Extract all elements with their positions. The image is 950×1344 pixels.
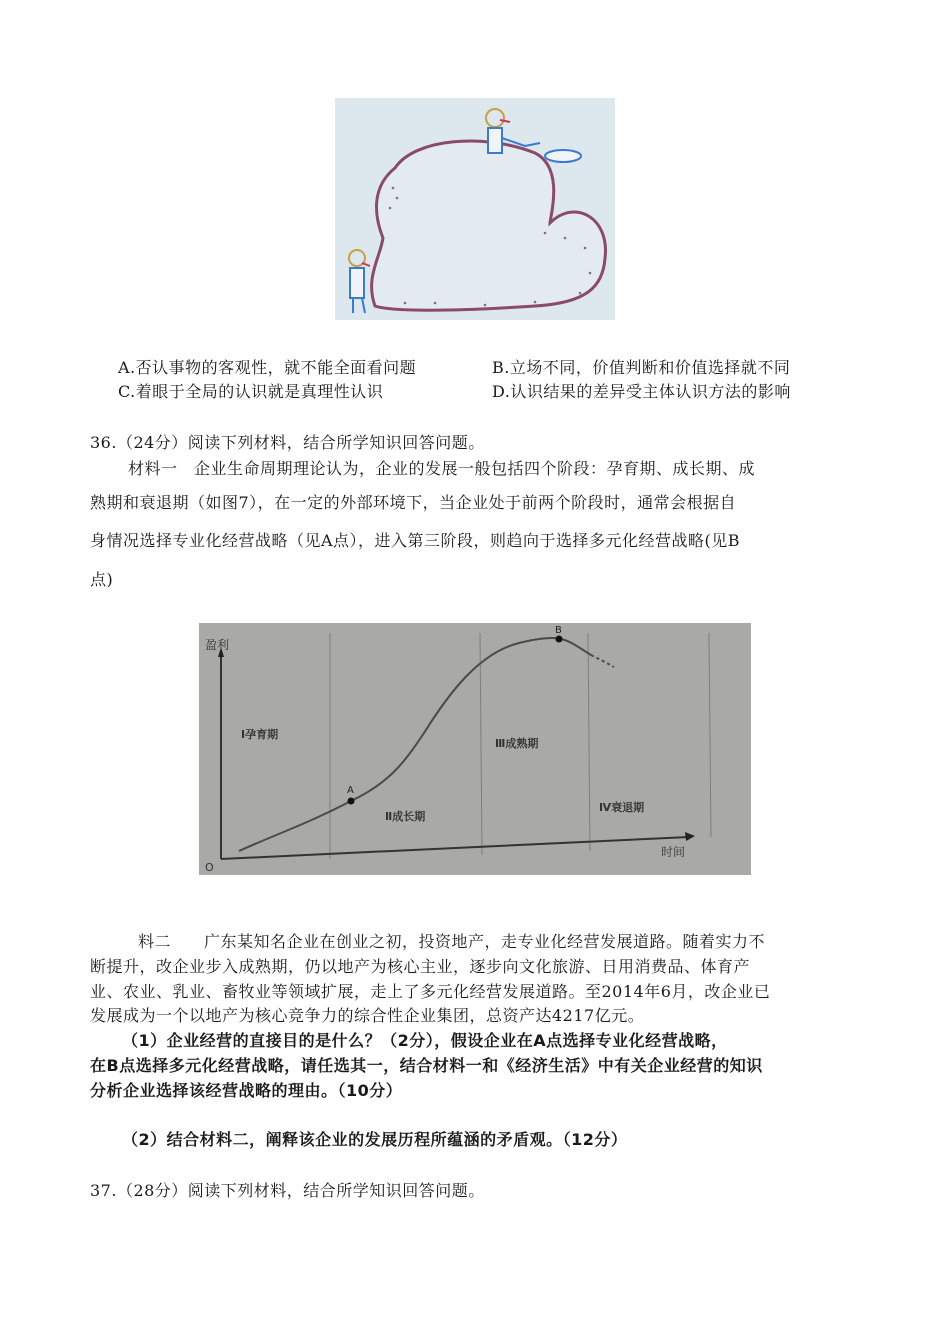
point-b: [556, 636, 563, 643]
material1-line: 点): [90, 570, 114, 589]
sub-question-1: 在B点选择多元化经营战略，请任选其一，结合材料一和《经济生活》中有关企业经营的知识: [90, 1056, 763, 1075]
material2-line: 业、农业、乳业、畜牧业等领域扩展，走上了多元化经营发展道路。至2014年6月，改企业已: [90, 982, 771, 1001]
stage-label: Ⅱ成长期: [385, 810, 426, 823]
life-cycle-chart: [199, 623, 751, 875]
option-c: C.着眼于全局的认识就是真理性认识: [118, 382, 384, 401]
stage-label: Ⅲ成熟期: [495, 737, 539, 750]
sub-question-2: （2）结合材料二，阐释该企业的发展历程所蕴涵的矛盾观。（12分）: [122, 1130, 628, 1149]
y-axis-label: 盈利: [205, 638, 230, 652]
origin-label: O: [205, 861, 214, 874]
option-b: B.立场不同，价值判断和价值选择就不同: [492, 358, 791, 377]
q36-header: 36.（24分）阅读下列材料，结合所学知识回答问题。: [90, 433, 485, 452]
material1-line: 熟期和衰退期（如图7），在一定的外部环境下，当企业处于前两个阶段时，通常会根据自: [90, 493, 737, 512]
svg-text:B: B: [555, 625, 562, 636]
svg-text:A: A: [347, 785, 354, 796]
stage-label: Ⅳ衰退期: [599, 801, 645, 814]
material2-line: 发展成为一个以地产为核心竞争力的综合性企业集团，总资产达4217亿元。: [90, 1006, 645, 1025]
material2-line: 断提升，改企业步入成熟期，仍以地产为核心主业，逐步向文化旅游、日用消费品、体育产: [90, 957, 751, 976]
sub-question-1: 分析企业选择该经营战略的理由。（10分）: [90, 1081, 403, 1100]
q37-header: 37.（28分）阅读下列材料，结合所学知识回答问题。: [90, 1181, 485, 1200]
x-axis-label: 时间: [661, 845, 686, 859]
option-d: D.认识结果的差异受主体认识方法的影响: [492, 382, 791, 401]
material1-line: 身情况选择专业化经营战略（见A点），进入第三阶段，则趋向于选择多元化经营战略(见B: [90, 531, 741, 550]
option-a: A.否认事物的客观性，就不能全面看问题: [118, 358, 417, 377]
sub-question-1: （1）企业经营的直接目的是什么？（2分），假设企业在A点选择专业化经营战略，: [122, 1031, 728, 1050]
material1-line: 材料一 企业生命周期理论认为，企业的发展一般包括四个阶段：孕育期、成长期、成: [128, 459, 756, 478]
cartoon-figure: [335, 98, 615, 320]
stage-label: Ⅰ孕育期: [241, 728, 279, 741]
point-a: [348, 798, 355, 805]
material2-line: 料二 广东某知名企业在创业之初，投资地产，走专业化经营发展道路。随着实力不: [138, 932, 766, 951]
